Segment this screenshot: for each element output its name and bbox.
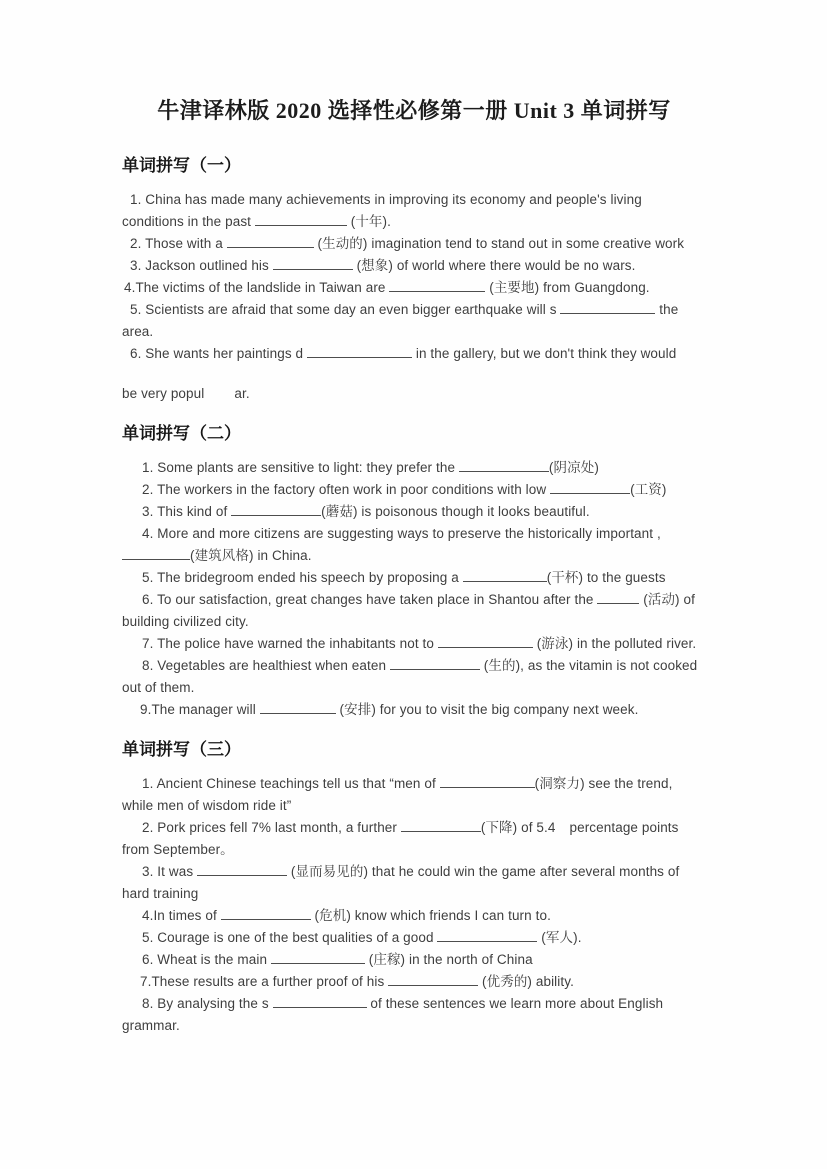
answer-blank: [597, 590, 639, 604]
question-line: [122, 277, 706, 299]
answer-blank: [389, 278, 485, 292]
question-text: (蘑菇) is poisonous though it looks beautiful.: [321, 504, 590, 519]
question-text: 1. Ancient Chinese teachings tell us that “men of: [142, 776, 440, 791]
question-text: 5. Courage is one of the best qualities of a good: [142, 930, 438, 945]
question-line: [122, 383, 706, 405]
question-text: (建筑风格) in China.: [190, 548, 312, 563]
answer-blank: [550, 480, 630, 494]
answer-blank: [197, 862, 287, 876]
question-text: 2. The workers in the factory often work in poor conditions with low: [142, 482, 551, 497]
answer-blank: [401, 818, 481, 832]
answer-blank: [255, 212, 347, 226]
question-text: 7.These results are a further proof of his: [140, 974, 389, 989]
question-text: 5. The bridegroom ended his speech by proposing a: [142, 570, 463, 585]
question-text: (游泳) in the polluted river.: [532, 636, 697, 651]
question-line: [122, 343, 706, 365]
section-heading: 单词拼写（一）: [122, 156, 241, 175]
question-text: 1. Some plants are sensitive to light: they prefer the: [142, 460, 459, 475]
question-line: [122, 479, 706, 501]
question-text: (庄稼) in the north of China: [364, 952, 533, 967]
question-line: [122, 905, 706, 927]
question-text: 9.The manager will: [140, 702, 260, 717]
answer-blank: [440, 774, 535, 788]
answer-blank: [459, 458, 549, 472]
question-line: [122, 523, 706, 567]
question-line: [122, 299, 706, 343]
question-text: (主要地) from Guangdong.: [485, 280, 650, 295]
question-line: [122, 971, 706, 993]
question-text: (活动) of building civilized city.: [122, 592, 695, 629]
question-text: (阴凉处): [548, 460, 599, 475]
answer-blank: [560, 300, 655, 314]
question-line: [122, 817, 706, 861]
question-line: [122, 567, 706, 589]
answer-blank: [273, 256, 353, 270]
question-line: [122, 233, 706, 255]
section-heading: 单词拼写（二）: [122, 424, 241, 443]
question-text: ar.: [234, 386, 250, 401]
question-text: 5. Scientists are afraid that some day an even bigger earthquake will s: [130, 302, 561, 317]
question-text: be very popul: [122, 386, 205, 401]
question-text: 3. Jackson outlined his: [130, 258, 273, 273]
question-text: 2. Those with a: [130, 236, 227, 251]
question-text: (危机) know which friends I can turn to.: [310, 908, 551, 923]
question-text: (十年).: [346, 214, 391, 229]
question-text: 6. To our satisfaction, great changes have taken place in Shantou after the: [142, 592, 598, 607]
question-text: 4. More and more citizens are suggesting ways to preserve the historically important ,: [142, 526, 661, 541]
page-title: 牛津译林版 2020 选择性必修第一册 Unit 3 单词拼写: [157, 98, 671, 123]
answer-blank: [227, 234, 314, 248]
question-text: of these sentences we learn more about English grammar.: [122, 996, 664, 1033]
question-line: [122, 993, 706, 1037]
section-heading: 单词拼写（三）: [122, 740, 241, 759]
question-text: 8. Vegetables are healthiest when eaten: [142, 658, 390, 673]
question-line: [122, 773, 706, 817]
question-text: 4.In times of: [142, 908, 221, 923]
question-text: (安排) for you to visit the big company next week.: [335, 702, 639, 717]
question-line: [122, 861, 706, 905]
question-text: 3. This kind of: [142, 504, 232, 519]
document-content: [122, 94, 706, 1037]
question-text: (下降) of 5.4: [480, 820, 556, 835]
question-line: [122, 655, 706, 699]
answer-blank: [271, 950, 365, 964]
answer-blank: [122, 546, 190, 560]
question-text: percentage points from September。: [122, 820, 679, 857]
answer-blank: [231, 502, 321, 516]
question-text: (生动的) imagination tend to stand out in some creative work: [313, 236, 685, 251]
answer-blank: [260, 700, 336, 714]
question-line: [122, 699, 706, 721]
question-text: 6. She wants her paintings d: [130, 346, 308, 361]
question-text: (显而易见的) that he could win the game after several months of hard training: [122, 864, 680, 901]
question-line: [122, 457, 706, 479]
question-text: 7. The police have warned the inhabitants not to: [142, 636, 438, 651]
question-text: (生的), as the vitamin is not cooked out of them.: [122, 658, 698, 695]
answer-blank: [307, 344, 412, 358]
sections-container: [122, 151, 706, 1037]
answer-blank: [221, 906, 311, 920]
question-line: [122, 501, 706, 523]
question-text: the area.: [122, 302, 679, 339]
answer-blank: [437, 928, 537, 942]
answer-blank: [273, 994, 367, 1008]
question-text: (工资): [630, 482, 667, 497]
question-line: [122, 189, 706, 233]
question-text: 6. Wheat is the main: [142, 952, 271, 967]
question-line: [122, 589, 706, 633]
question-line: [122, 927, 706, 949]
answer-blank: [438, 634, 533, 648]
question-text: 2. Pork prices fell 7% last month, a further: [142, 820, 401, 835]
question-text: 1. China has made many achievements in improving its economy and people's living conditions in the past: [122, 192, 642, 229]
question-text: 4.The victims of the landslide in Taiwan are: [124, 280, 390, 295]
question-text: (想象) of world where there would be no wars.: [352, 258, 636, 273]
text-gap: [555, 831, 569, 832]
question-text: in the gallery, but we don't think they would: [412, 346, 677, 361]
question-text: (优秀的) ability.: [478, 974, 574, 989]
question-text: 8. By analysing the s: [142, 996, 273, 1011]
text-gap: [204, 397, 234, 398]
answer-blank: [463, 568, 547, 582]
question-text: 3. It was: [142, 864, 198, 879]
answer-blank: [390, 656, 480, 670]
question-text: (干杯) to the guests: [546, 570, 666, 585]
question-line: [122, 255, 706, 277]
answer-blank: [388, 972, 478, 986]
question-text: (军人).: [537, 930, 582, 945]
question-line: [122, 949, 706, 971]
question-line: [122, 633, 706, 655]
question-text: (洞察力) see the trend, while men of wisdom ride it”: [122, 776, 673, 813]
